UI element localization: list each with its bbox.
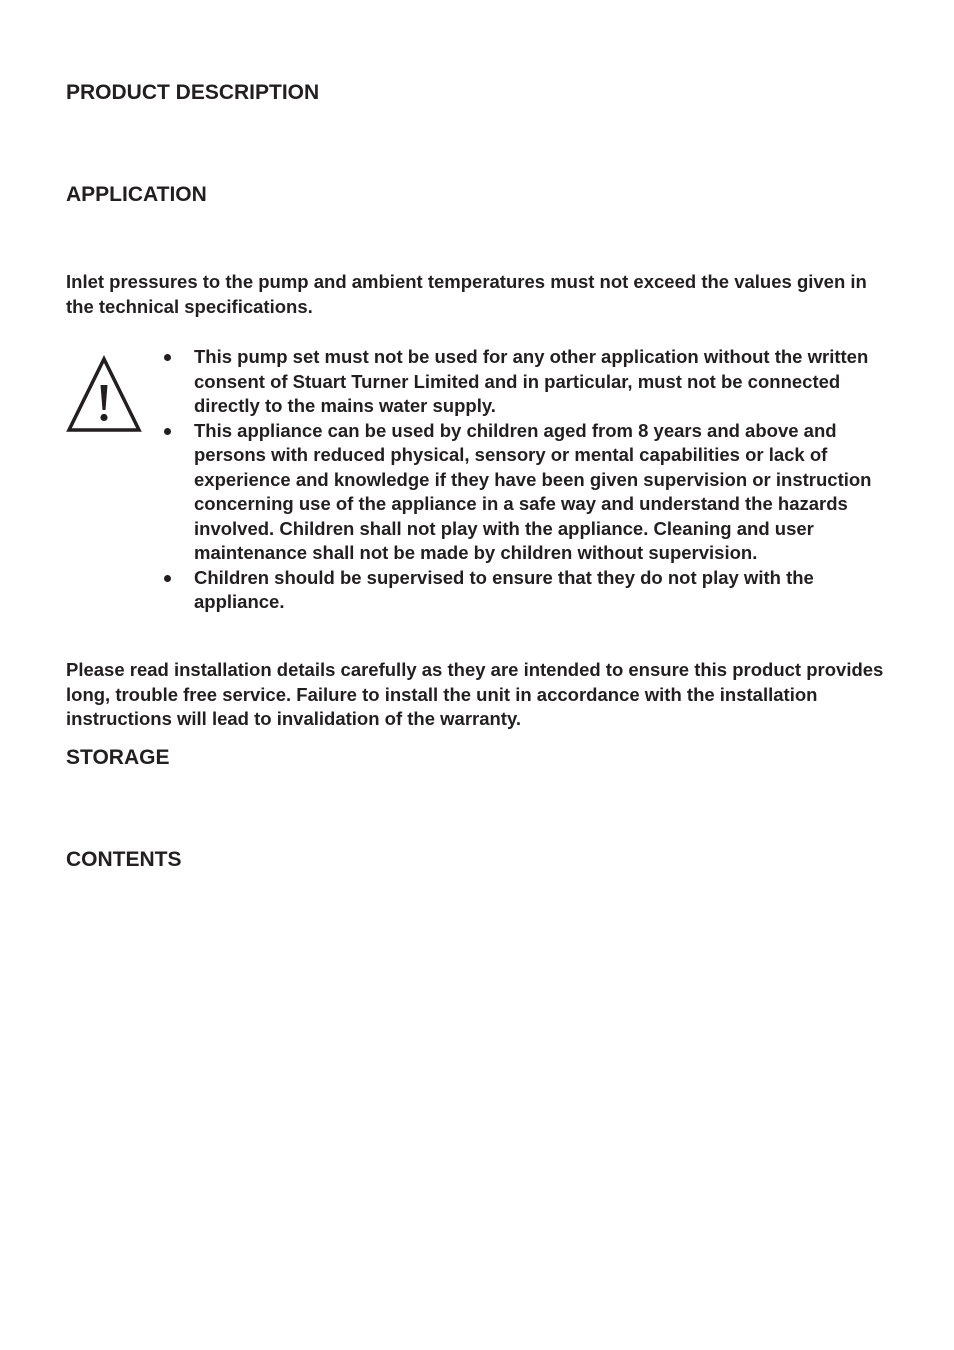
- paragraph-installation: Please read installation details carefully as they are intended to ensure this product provides long, trouble free service. Failure to install the unit in accordance with the installation instructions will lead to invalidation of the warranty.: [66, 659, 884, 729]
- warning-item-text: This pump set must not be used for any other application without the written consent of Stuart Turner Limited and in particular, must not be connected directly to the mains water supply.: [194, 346, 869, 416]
- warning-item-text: Children should be supervised to ensure that they do not play with the appliance.: [194, 566, 814, 612]
- warning-item: [160, 566, 890, 615]
- warning-item: [160, 345, 890, 419]
- paragraph-inlet-pressures: Inlet pressures to the pump and ambient temperatures must not exceed the values given in the technical specifications.: [66, 271, 867, 317]
- warning-list: [160, 345, 890, 615]
- bullet-dot: [164, 575, 171, 582]
- bullet-dot: [164, 354, 171, 361]
- warning-item: [160, 419, 890, 566]
- bullet-dot: [164, 428, 171, 435]
- warning-item-text: This appliance can be used by children aged from 8 years and above and persons with reduced physical, sensory or mental capabilities or lack of experience and knowledge if they have been given supervision or instruction concerning use of the appliance in a safe way and understand the hazards involved. Children shall not play with the appliance. Cleaning and user maintenance shall not be made by children without supervision.: [194, 419, 872, 563]
- heading-application: APPLICATION: [66, 183, 207, 206]
- warning-triangle-icon: [66, 355, 142, 433]
- heading-storage: STORAGE: [66, 746, 170, 769]
- heading-product-description: PRODUCT DESCRIPTION: [66, 81, 320, 104]
- heading-contents: CONTENTS: [66, 848, 182, 871]
